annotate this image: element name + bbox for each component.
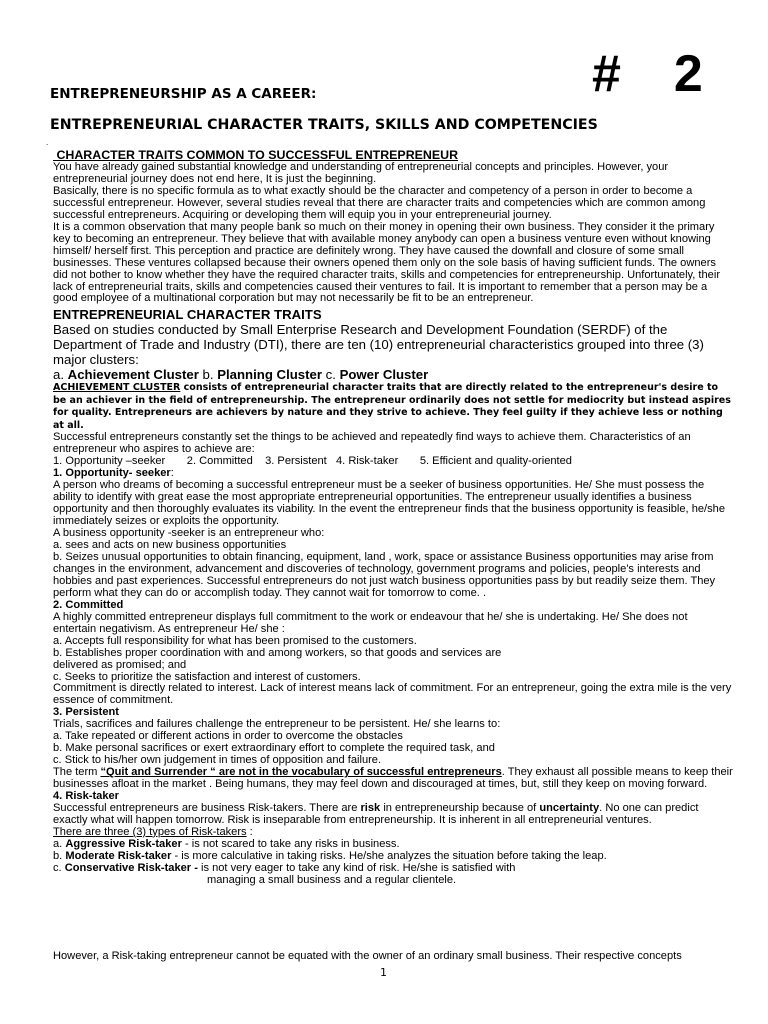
quit-surrender-phrase: “Quit and Surrender “ are not in the vocabulary of successful entrepreneurs <box>100 766 502 779</box>
footer-continuation-text: However, a Risk-taking entrepreneur cannot be equated with the owner of an ordinary small business. Their respective concepts <box>53 950 682 962</box>
risk-paragraph: Successful entrepreneurs are business Risk-takers. There are risk in entrepreneurship because of uncertainty. No one can predict exactly what will happen tomorrow. Risk is inseparable from entrepreneurship. It is inherent in all entrepreneurial ventures. <box>53 801 699 826</box>
traits-heading: CHARACTER TRAITS COMMON TO SUCCESSFUL ENTREPRENEUR <box>56 148 459 162</box>
constant-paragraph: Successful entrepreneurs constantly set the things to be achieved and repeatedly find ways to achieve them. Characteristics of an entrepreneur who aspires to achieve are: <box>53 431 691 456</box>
persistent-heading: 3. Persistent <box>53 706 119 719</box>
cluster-list: a. Achievement Cluster b. Planning Cluster c. Power Cluster <box>53 367 429 383</box>
committed-item-b-cont: delivered as promised; and <box>53 658 187 671</box>
persistent-paragraph: Trials, sacrifices and failures challenge the entrepreneur to be persistent. He/ she learns to: <box>53 718 501 731</box>
risk-type-conservative-cont: managing a small business and a regular clientele. <box>207 873 457 886</box>
document-number: # 2 <box>592 45 711 103</box>
stray-dot: . <box>46 138 49 147</box>
committed-paragraph: A highly committed entrepreneur displays full commitment to the work or endeavour that he/ she is undertaking. He/ She does not entertain negativism. As entrepreneur He/ she : <box>53 610 688 635</box>
quit-surrender-paragraph: The term “Quit and Surrender “ are not in the vocabulary of successful entrepreneurs. They exhaust all possible means to keep their businesses afloat in the market . Being humans, they may feel down and discouraged at times, but, still they keep on moving forward. <box>53 766 733 791</box>
opportunity-intro: A business opportunity -seeker is an entrepreneur who: <box>53 527 325 540</box>
risk-heading: 4. Risk-taker <box>53 790 119 803</box>
opportunity-item-a: a. sees and acts on new business opportunities <box>53 539 287 552</box>
opportunity-heading: 1. Opportunity- seeker: <box>53 467 174 480</box>
committed-item-c: c. Seeks to prioritize the satisfaction and interest of customers. <box>53 670 361 683</box>
opportunity-paragraph: A person who dreams of becoming a successful entrepreneur must be a seeker of business opportunities. He/ She must possess the ability to identify with great ease the most appropriate entrepreneurial opportunities. The entrepreneur usually identifies a business opportunity and then thoroughly evaluates its viability. In the event the entrepreneur finds that the business opportunity is feasible, he/she immediately seizes or exploits the opportunity. <box>53 479 726 528</box>
risk-type-aggressive: a. Aggressive Risk-taker - is not scared to take any risks in business. <box>53 837 400 850</box>
risk-types-intro: There are three (3) types of Risk-takers : <box>53 825 253 838</box>
planning-cluster-label: Planning Cluster <box>217 367 322 383</box>
risk-type-moderate: b. Moderate Risk-taker - is more calculative in taking risks. He/she analyzes the situation before taking the leap. <box>53 849 607 862</box>
committed-item-a: a. Accepts full responsibility for what has been promised to the customers. <box>53 634 417 647</box>
opportunity-item-b: b. Seizes unusual opportunities to obtain financing, equipment, land , work, space or assistance Business opportunities may arise from changes in the environment, advancement and discoveries of technology, government programs and policies, people's interests and hobbies and past experiences. Successful entrepreneurs do not just watch business opportunities pass by but readily seize them. They perform what they can do or accomplish today. They cannot wait for tomorrow to come. . <box>53 550 716 599</box>
intro-paragraph-3: It is a common observation that many people bank so much on their money in opening their own business. They consider it the primary key to becoming an entrepreneur. They believe that with available money anybody can open a business venture even without knowing himself/ herself first. This perception and practice are definitely wrong. They have caused the downfall and closure of some small businesses. These ventures collapsed because their owners opened them only on the sole basis of having sufficient funds. The owners did not bother to know whether they have the required character traits, skills and competencies for entrepreneurship. Unfortunately, their lack of entrepreneurial traits, skills and competencies caused their ventures to fail. It is important to remember that a person may be a good employee of a multinational corporation but may not necessarily be fit to be an entrepreneur. <box>53 220 721 305</box>
power-cluster-label: Power Cluster <box>339 367 429 383</box>
serdf-paragraph: Based on studies conducted by Small Enterprise Research and Development Foundation (SERDF) of the Department of Trade and Industry (DTI), there are ten (10) entrepreneurial characteristics grouped into three (3) major clusters: <box>53 322 704 368</box>
document-body <box>53 148 733 887</box>
achievement-cluster-definition: ACHIEVEMENT CLUSTER consists of entrepreneurial character traits that are directly related to the entrepreneur's desire to be an achiever in the field of entrepreneurship. The entrepreneur ordinarily does not settle for mediocrity but instead aspires for quality. Entrepreneurs are achievers by nature and they strive to achieve. They feel guilty if they achieve less or nothing at all. <box>53 382 731 431</box>
career-heading: ENTREPRENEURSHIP AS A CAREER: <box>50 86 317 102</box>
risk-type-conservative: c. Conservative Risk-taker - is not very eager to take any kind of risk. He/she is satisfied with <box>53 861 516 874</box>
characteristics-list: 1. Opportunity –seeker 2. Committed 3. Persistent 4. Risk-taker 5. Efficient and quality-oriented <box>53 455 572 468</box>
intro-paragraph-2: Basically, there is no specific formula as to what exactly should be the character and competency of a person in order to become a successful entrepreneur. However, several studies reveal that there are character traits and competencies which are common among successful entrepreneurs. Acquiring or developing them will equip you in your entrepreneurial journey. <box>53 184 706 221</box>
ect-heading: ENTREPRENEURIAL CHARACTER TRAITS <box>53 307 322 323</box>
achievement-cluster-term: ACHIEVEMENT CLUSTER <box>53 382 181 394</box>
main-title: ENTREPRENEURIAL CHARACTER TRAITS, SKILLS AND COMPETENCIES <box>50 117 598 133</box>
committed-item-b: b. Establishes proper coordination with and among workers, so that goods and services are <box>53 646 502 659</box>
persistent-item-b: b. Make personal sacrifices or exert extraordinary effort to complete the required task, and <box>53 742 495 755</box>
page-number: 1 <box>380 966 387 979</box>
persistent-item-a: a. Take repeated or different actions in order to overcome the obstacles <box>53 730 403 743</box>
committed-heading: 2. Committed <box>53 598 124 611</box>
persistent-item-c: c. Stick to his/her own judgement in times of opposition and failure. <box>53 754 382 767</box>
committed-paragraph-2: Commitment is directly related to interest. Lack of interest means lack of commitment. For an entrepreneur, going the extra mile is the very essence of commitment. <box>53 682 732 707</box>
intro-paragraph-1: You have already gained substantial knowledge and understanding of entrepreneurial concepts and principles. However, your entrepreneurial journey does not end here, It is just the beginning. <box>53 161 669 185</box>
achievement-cluster-label: Achievement Cluster <box>67 367 199 383</box>
